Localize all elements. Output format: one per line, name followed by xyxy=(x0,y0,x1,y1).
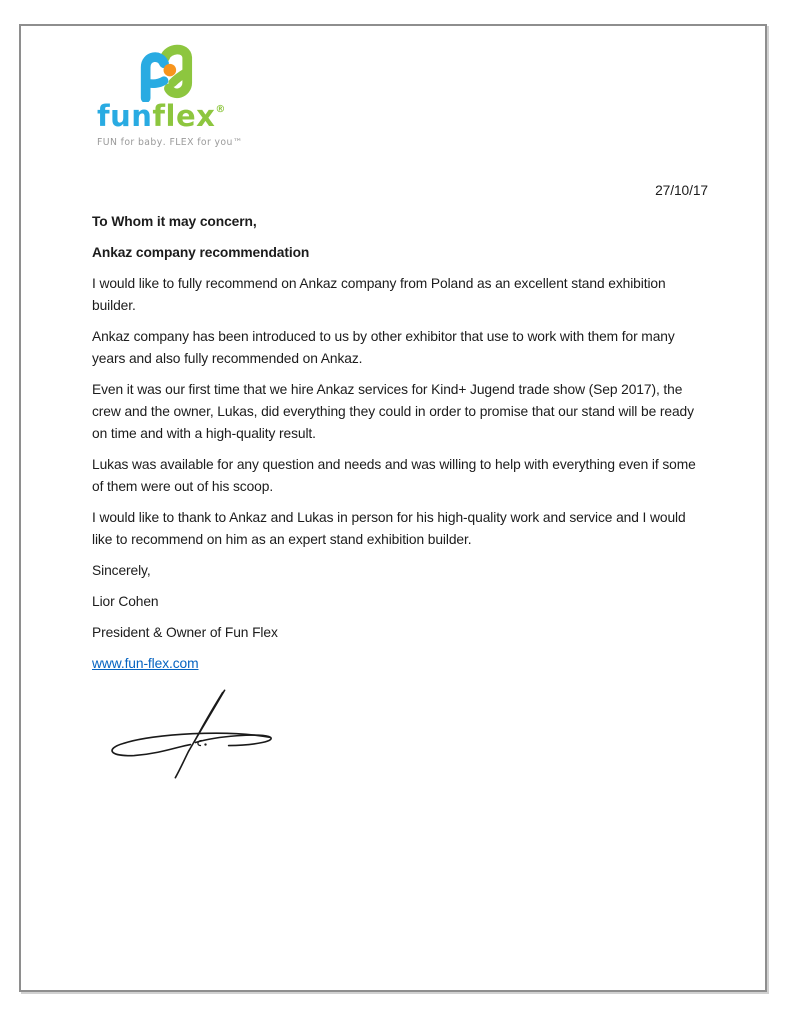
body-paragraph-4: Lukas was available for any question and needs and was willing to help with everything even if some of them were out of his scoop. xyxy=(92,457,696,494)
body-paragraph-2: Ankaz company has been introduced to us by other exhibitor that use to work with them for many years and also fully recommended on Ankaz. xyxy=(92,329,675,366)
signer-title: President & Owner of Fun Flex xyxy=(92,625,278,640)
website-link[interactable]: www.fun-flex.com xyxy=(92,656,199,671)
salutation: To Whom it may concern, xyxy=(92,214,257,229)
wordmark-fun: fun xyxy=(97,99,153,133)
letter-content xyxy=(92,180,708,785)
website-line xyxy=(92,653,708,675)
body-paragraph-3: Even it was our first time that we hire Ankaz services for Kind+ Jugend trade show (Sep 2017), the crew and the owner, Lukas, did everything they could in order to promise that our stand will be ready on time and with a high-quality result. xyxy=(92,382,694,441)
wordmark-flex: flex xyxy=(152,99,216,133)
subject-line: Ankaz company recommendation xyxy=(92,245,310,260)
closing: Sincerely, xyxy=(92,563,151,578)
funflex-logo-mark-icon xyxy=(127,44,203,102)
logo-tagline: FUN for baby․ FLEX for you™ xyxy=(97,137,243,148)
funflex-logo xyxy=(97,44,243,148)
funflex-wordmark xyxy=(97,99,243,133)
signer-name: Lior Cohen xyxy=(92,594,159,609)
signature-image xyxy=(98,689,314,785)
letter-date: 27/10/17 xyxy=(655,183,708,198)
body-paragraph-1: I would like to fully recommend on Ankaz company from Poland as an excellent stand exhibition builder. xyxy=(92,276,666,313)
registered-mark: ® xyxy=(215,104,226,115)
body-paragraph-5: I would like to thank to Ankaz and Lukas in person for his high-quality work and service and I would like to recommend on him as an expert stand exhibition builder. xyxy=(92,510,686,547)
